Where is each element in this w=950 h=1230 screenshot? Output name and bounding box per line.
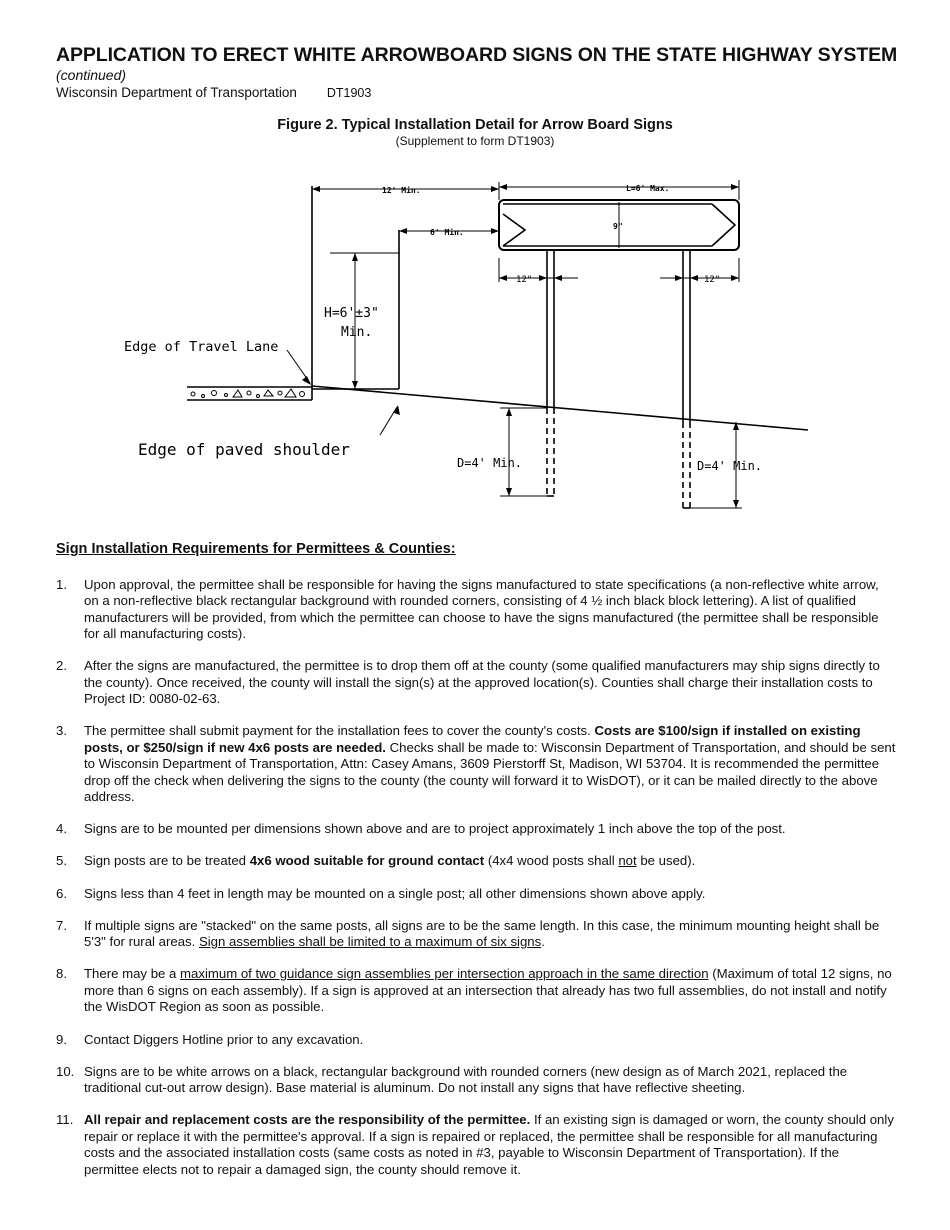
list-item: 5. Sign posts are to be treated 4x6 wood suitable for ground contact (4x4 wood posts shall not be used). <box>56 853 696 869</box>
height-sign-label: 9" <box>613 222 623 231</box>
requirements-list <box>56 577 896 1194</box>
aggregate <box>212 391 217 396</box>
arrowhead <box>499 184 507 190</box>
depth-right-label: D=4' Min. <box>697 459 763 473</box>
arrowhead <box>302 376 311 385</box>
arrowhead <box>312 186 320 192</box>
arrowhead <box>399 228 407 234</box>
aggregate <box>233 390 242 397</box>
arrowhead <box>554 275 562 281</box>
aggregate <box>225 394 228 397</box>
aggregate <box>278 391 282 395</box>
edge-left-label: 12" <box>516 275 533 285</box>
aggregate <box>300 392 305 397</box>
aggregate <box>202 395 205 398</box>
aggregate <box>257 395 260 398</box>
arrowhead <box>491 228 499 234</box>
depth-left-label: D=4' Min. <box>457 456 523 470</box>
offset-12-label: 12' Min. <box>382 186 421 195</box>
arrowhead <box>352 253 358 261</box>
arrowhead <box>506 488 512 496</box>
arrow-outline-right <box>712 204 735 246</box>
figure-subtitle: (Supplement to form DT1903) <box>395 134 555 148</box>
page-title: APPLICATION TO ERECT WHITE ARROWBOARD SIGNS ON THE STATE HIGHWAY SYSTEM <box>56 44 898 66</box>
figure-title: Figure 2. Typical Installation Detail for Arrow Board Signs <box>277 117 673 133</box>
form-id: DT1903 <box>326 86 372 100</box>
list-item: 3. The permittee shall submit payment for the installation fees to cover the county's costs. Costs are $100/sign if installed on existing posts, or $250/sign if new 4x6 posts are needed. Checks shall be made to: Wisconsin Department of Transportation, and should be sent to Wisconsin Department of Transportation, Attn: Casey Amans, 3609 Pierstorff St, Madison, WI 53704. It is recommended the permittee drop off the check when delivering the signs to the county (the county will forward it to WisDOT), or it can be mailed directly to the above address. <box>56 723 896 805</box>
aggregate <box>285 389 296 397</box>
arrowhead <box>733 500 739 508</box>
list-item: 1. Upon approval, the permittee shall be responsible for having the signs manufactured to state specifications (a non-reflective white arrow, on a non-reflective black rectangular background with rounded corners, consisting of 4 ½ inch black block lettering). A list of qualified manufacturers will be provided, from which the permittee can choose to have the signs manufactured (the permittee shall be responsible for all manufacturing costs). <box>56 577 879 642</box>
arrowhead <box>690 275 698 281</box>
aggregate <box>191 392 195 396</box>
height-label-1: H=6'±3" <box>324 306 379 321</box>
arrowhead <box>731 275 739 281</box>
list-item: 11. All repair and replacement costs are the responsibility of the permittee. If an existing sign is damaged or worn, the county should only repair or replace it with the permittee's approval. If a sign is repaired or replaced, the permittee shall be responsible for all manufacturing costs and the associated installation costs (same costs as noted in #3, payable to Wisconsin Department of Transportation). If the permittee elects not to repair a damaged sign, the county should remove it. <box>56 1112 894 1177</box>
arrowhead <box>506 408 512 416</box>
arrowhead <box>491 186 499 192</box>
page-subtitle: (continued) <box>56 67 127 83</box>
edge-right-label: 12" <box>704 275 721 285</box>
arrowhead <box>539 275 547 281</box>
aggregate <box>247 391 251 395</box>
list-item: 6. Signs less than 4 feet in length may be mounted on a single post; all other dimensions shown above apply. <box>56 885 706 901</box>
list-item: 7. If multiple signs are "stacked" on the same posts, all signs are to be the same length. In this case, the minimum mounting height shall be 5'3" for rural areas. Sign assemblies shall be limited to a maximum of six signs. <box>56 917 880 950</box>
list-item: 4. Signs are to be mounted per dimensions shown above and are to project approximately 1 inch above the top of the post. <box>56 821 786 837</box>
leader-shoulder <box>380 407 397 435</box>
installation-detail-diagram <box>0 160 950 530</box>
requirements-heading: Sign Installation Requirements for Permittees & Counties: <box>56 541 456 557</box>
list-item: 10. Signs are to be white arrows on a black, rectangular background with rounded corners (new design as of March 2021, replaced the traditional cut-out arrow design). Base material is aluminum. Do not install any signs that have reflective sheeting. <box>56 1063 848 1096</box>
height-label-2: Min. <box>341 325 373 340</box>
edge-shoulder-label: Edge of paved shoulder <box>138 440 350 459</box>
agency-line <box>56 85 371 100</box>
list-item: 2. After the signs are manufactured, the permittee is to drop them off at the county (some qualified manufacturers may ship signs directly to the county). Once received, the county will install the sign(s) at the approved location(s). Counties shall charge their installation costs to Project ID: 0080-02-63. <box>56 658 880 707</box>
length-label: L=6' Max. <box>626 184 670 193</box>
offset-6-label: 6' Min. <box>430 228 464 237</box>
arrowhead <box>499 275 507 281</box>
edge-travel-label: Edge of Travel Lane <box>124 339 279 355</box>
arrowhead <box>731 184 739 190</box>
list-item: 8. There may be a maximum of two guidance sign assemblies per intersection approach in the same direction (Maximum of total 12 signs, no more than 6 signs on each assembly). If a sign is approved at an intersection that already has two full assemblies, do not install and notify the WisDOT Region as soon as possible. <box>56 966 892 1015</box>
arrow-outline <box>503 214 525 246</box>
aggregate <box>264 390 273 396</box>
ground-line <box>312 386 808 430</box>
arrowhead <box>352 381 358 389</box>
agency-name: Wisconsin Department of Transportation <box>56 85 297 100</box>
arrowhead <box>675 275 683 281</box>
list-item: 9. Contact Diggers Hotline prior to any excavation. <box>56 1031 364 1047</box>
